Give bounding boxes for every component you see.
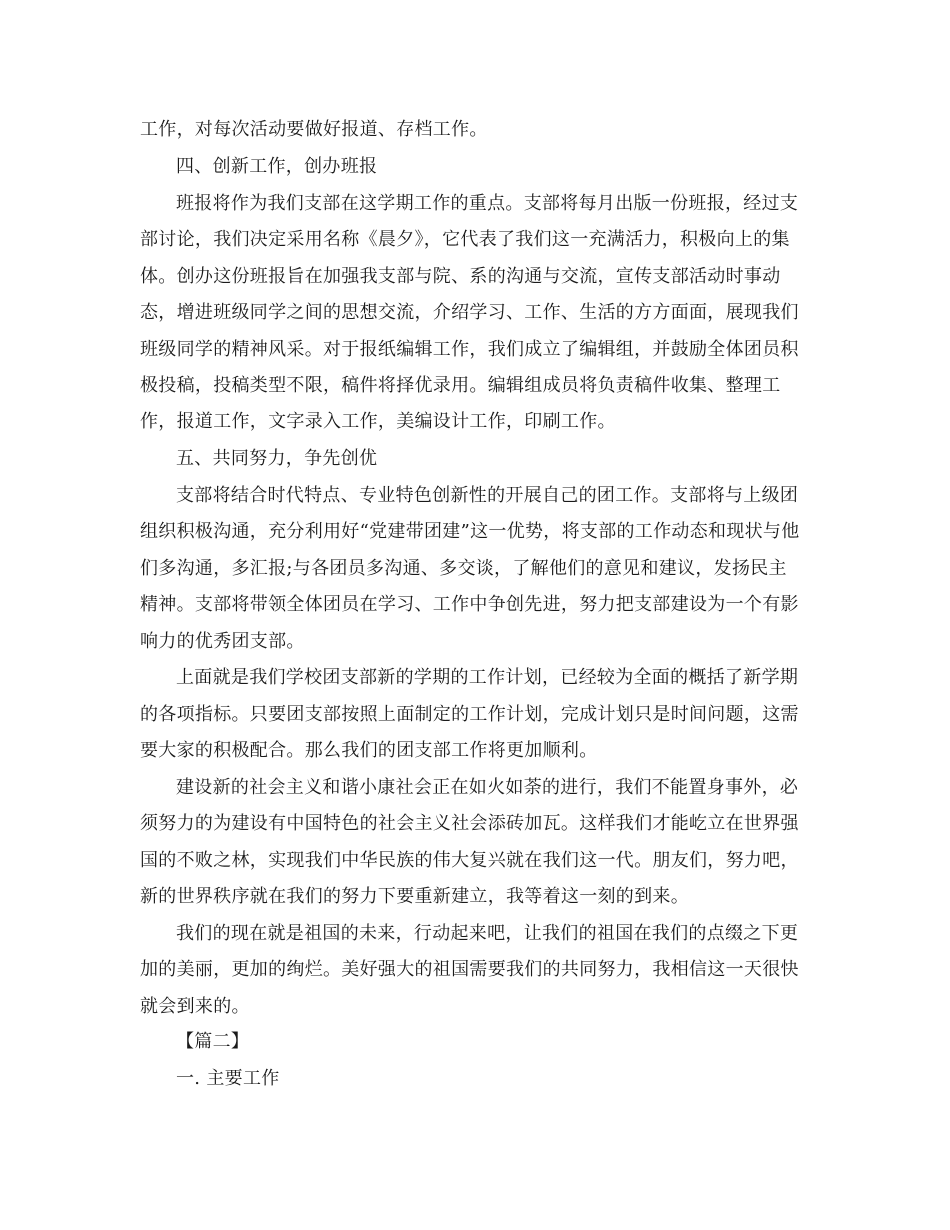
part-heading: 【篇二】 [176,1031,250,1052]
text-line: 须努力的为建设有中国特色的社会主义社会添砖加瓦。这样我们才能屹立在世界强 [140,813,799,834]
text-line: 极投稿，投稿类型不限，稿件将择优录用。编辑组成员将负责稿件收集、整理工 [140,375,781,396]
text-line: 班报将作为我们支部在这学期工作的重点。支部将每月出版一份班报，经过支 [176,193,799,214]
text-line: 作，报道工作，文字录入工作，美编设计工作，印刷工作。 [140,411,616,432]
text-line: 部讨论，我们决定采用名称《晨夕》，它代表了我们这一充满活力，积极向上的集 [140,229,790,250]
text-line: 我们的现在就是祖国的未来，行动起来吧，让我们的祖国在我们的点缀之下更 [176,923,799,944]
text-line: 们多沟通，多汇报;与各团员多沟通、多交谈，了解他们的意见和建议，发扬民主 [140,558,787,579]
text-line: 班级同学的精神风采。对于报纸编辑工作，我们成立了编辑组，并鼓励全体团员积 [140,339,799,360]
text-line: 新的世界秩序就在我们的努力下要重新建立，我等着这一刻的到来。 [140,886,689,907]
text-line: 态，增进班级同学之间的思想交流，介绍学习、工作、生活的方方面面，展现我们 [140,302,799,323]
subsection-heading: 一. 主要工作 [176,1068,280,1089]
text-line: 上面就是我们学校团支部新的学期的工作计划，已经较为全面的概括了新学期 [176,667,799,688]
text-line: 加的美丽，更加的绚烂。美好强大的祖国需要我们的共同努力，我相信这一天很快 [140,959,799,980]
text-line: 国的不败之林，实现我们中华民族的伟大复兴就在我们这一代。朋友们，努力吧， [140,850,799,871]
text-line: 建设新的社会主义和谐小康社会正在如火如荼的进行，我们不能置身事外，必 [176,777,799,798]
text-line: 精神。支部将带领全体团员在学习、工作中争创先进，努力把支部建设为一个有影 [140,594,799,615]
section-heading-5: 五、共同努力，争先创优 [176,448,378,469]
section-heading-4: 四、创新工作，创办班报 [176,156,378,177]
text-line: 要大家的积极配合。那么我们的团支部工作将更加顺利。 [140,740,598,761]
text-line: 就会到来的。 [140,996,250,1017]
text-line: 支部将结合时代特点、专业特色创新性的开展自己的团工作。支部将与上级团 [176,485,799,506]
text-line: 的各项指标。只要团支部按照上面制定的工作计划，完成计划只是时间问题，这需 [140,704,799,725]
text-line: 工作，对每次活动要做好报道、存档工作。 [140,119,488,140]
text-line: 响力的优秀团支部。 [140,631,305,652]
text-line: 组织积极沟通，充分利用好“党建带团建”这一优势，将支部的工作动态和现状与他 [140,521,800,542]
text-line: 体。创办这份班报旨在加强我支部与院、系的沟通与交流，宣传支部活动时事动 [140,266,781,287]
